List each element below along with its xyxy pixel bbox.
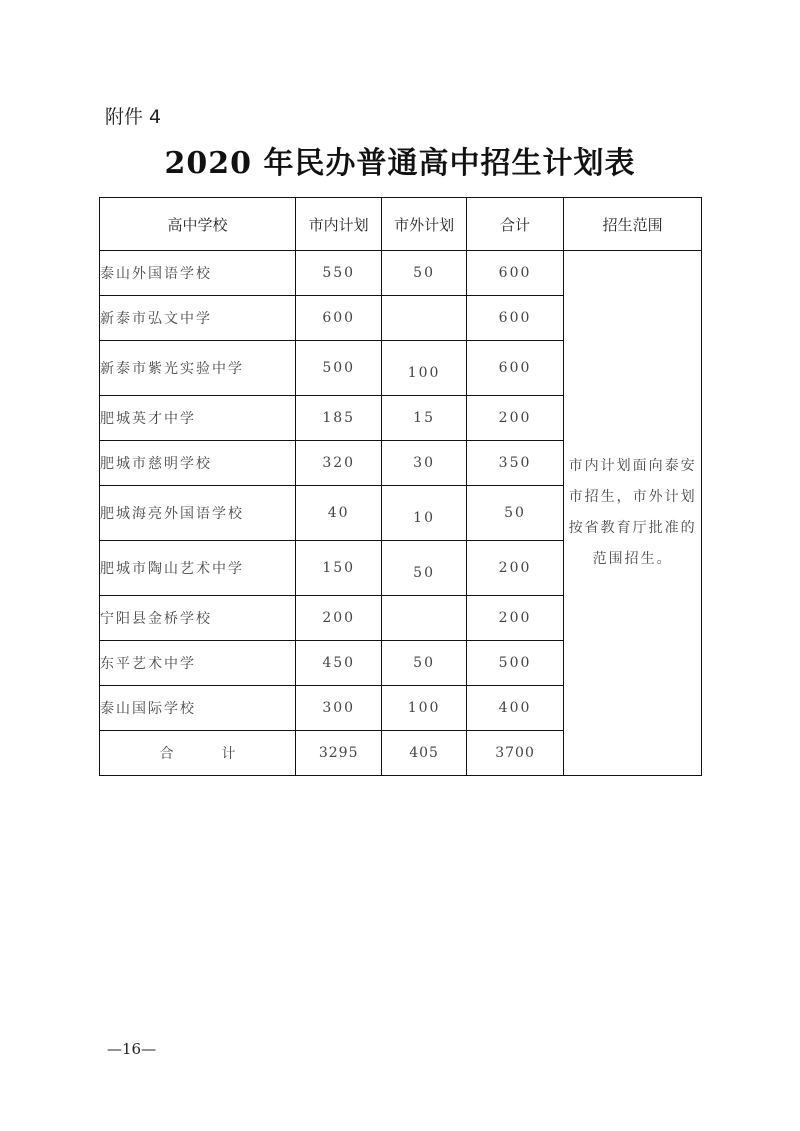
- school-name: 肥城市陶山艺术中学: [100, 541, 296, 596]
- attachment-label: 附件 4: [105, 106, 162, 128]
- school-name: 肥城海亮外国语学校: [100, 486, 296, 541]
- out-city-plan: 30: [382, 441, 466, 486]
- table-header-row: [100, 198, 702, 251]
- enrollment-plan-table: [99, 197, 702, 776]
- out-city-plan: 100: [382, 341, 466, 396]
- summary-label-right: 计: [221, 746, 236, 762]
- row-total: 500: [466, 641, 563, 686]
- out-city-plan: [382, 596, 466, 641]
- out-city-plan: 15: [382, 396, 466, 441]
- summary-out-city: 405: [382, 731, 466, 776]
- header-total: 合计: [466, 198, 563, 251]
- row-total: 600: [466, 296, 563, 341]
- row-total: 350: [466, 441, 563, 486]
- summary-label: [100, 731, 296, 776]
- in-city-plan: 600: [295, 296, 381, 341]
- row-total: 50: [466, 486, 563, 541]
- summary-label-left: 合: [159, 746, 174, 762]
- summary-in-city: 3295: [295, 731, 381, 776]
- out-city-plan: 10: [382, 486, 466, 541]
- row-total: 600: [466, 251, 563, 296]
- row-total: 200: [466, 596, 563, 641]
- school-name: 肥城英才中学: [100, 396, 296, 441]
- school-name: 东平艺术中学: [100, 641, 296, 686]
- row-total: 400: [466, 686, 563, 731]
- row-total: 600: [466, 341, 563, 396]
- in-city-plan: 185: [295, 396, 381, 441]
- out-city-plan: [382, 296, 466, 341]
- school-name: 新泰市弘文中学: [100, 296, 296, 341]
- in-city-plan: 500: [295, 341, 381, 396]
- out-city-plan: 50: [382, 251, 466, 296]
- school-name: 新泰市紫光实验中学: [100, 341, 296, 396]
- enrollment-scope-note: 市内计划面向泰安市招生，市外计划按省教育厅批准的范围招生。: [564, 251, 702, 776]
- page-title: 2020 年民办普通高中招生计划表: [164, 146, 636, 181]
- school-name: 肥城市慈明学校: [100, 441, 296, 486]
- header-enrollment-scope: 招生范围: [564, 198, 702, 251]
- school-name: 宁阳县金桥学校: [100, 596, 296, 641]
- in-city-plan: 550: [295, 251, 381, 296]
- header-school: 高中学校: [100, 198, 296, 251]
- page-number: —16—: [107, 1040, 157, 1058]
- table-row: [100, 251, 702, 296]
- out-city-plan: 50: [382, 641, 466, 686]
- summary-total: 3700: [466, 731, 563, 776]
- row-total: 200: [466, 396, 563, 441]
- out-city-plan: 50: [382, 541, 466, 596]
- school-name: 泰山外国语学校: [100, 251, 296, 296]
- header-in-city-plan: 市内计划: [295, 198, 381, 251]
- in-city-plan: 150: [295, 541, 381, 596]
- in-city-plan: 320: [295, 441, 381, 486]
- header-out-city-plan: 市外计划: [382, 198, 466, 251]
- in-city-plan: 450: [295, 641, 381, 686]
- out-city-plan: 100: [382, 686, 466, 731]
- in-city-plan: 40: [295, 486, 381, 541]
- school-name: 泰山国际学校: [100, 686, 296, 731]
- in-city-plan: 300: [295, 686, 381, 731]
- in-city-plan: 200: [295, 596, 381, 641]
- row-total: 200: [466, 541, 563, 596]
